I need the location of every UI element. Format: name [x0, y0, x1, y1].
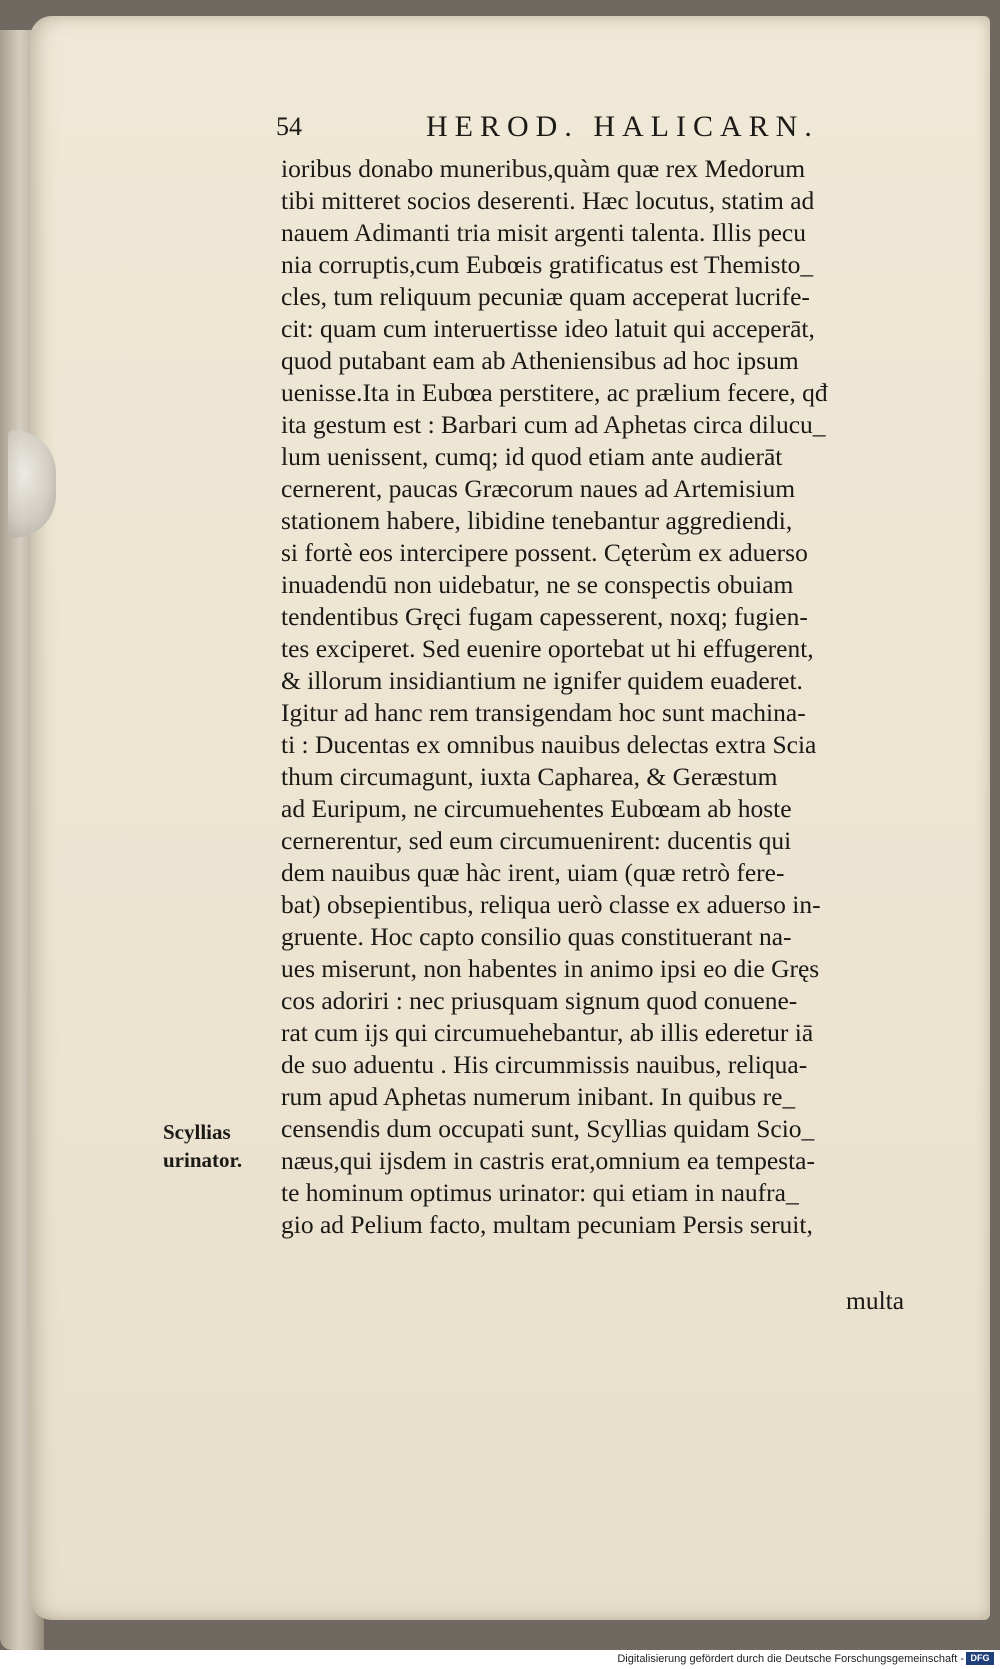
text-line: cles, tum reliquum pecuniæ quam acceperat lucrife- — [281, 282, 810, 311]
text-line: næus,qui ijsdem in castris erat,omnium ea tempesta- — [281, 1146, 815, 1175]
catchword: multa — [846, 1286, 905, 1315]
marginal-note-line: urinator. — [163, 1148, 243, 1172]
text-line: te hominum optimus urinator: qui etiam in naufra_ — [281, 1178, 799, 1207]
marginal-note-line: Scyllias — [163, 1120, 231, 1144]
text-line: tibi mitteret socios deserenti. Hæc locutus, statim ad — [281, 186, 815, 215]
text-line: ad Euripum, ne circumuehentes Eubœam ab hoste — [281, 794, 792, 823]
text-line: dem nauibus quæ hàc irent, uiam (quæ retrò fere- — [281, 858, 785, 887]
text-line: de suo aduentu . His circummissis nauibus, reliqua- — [281, 1050, 808, 1079]
text-line: ita gestum est : Barbari cum ad Aphetas circa dilucu_ — [281, 410, 826, 439]
text-line: gruente. Hoc capto consilio quas constituerant na- — [281, 922, 792, 951]
text-line: cernerent, paucas Græcorum naues ad Artemisium — [281, 474, 796, 503]
text-line: rum apud Aphetas numerum inibant. In quibus re_ — [281, 1082, 796, 1111]
text-line: ti : Ducentas ex omnibus nauibus delectas extra Scia — [281, 730, 817, 759]
text-line: & illorum insidiantium ne ignifer quidem euaderet. — [281, 666, 803, 695]
text-line: lum uenissent, cumq; id quod etiam ante audierāt — [281, 442, 783, 471]
text-line: quod putabant eam ab Atheniensibus ad hoc ipsum — [281, 346, 799, 375]
footer-credit: Digitalisierung gefördert durch die Deutsche Forschungsgemeinschaft - — [617, 1653, 964, 1665]
dfg-logo: DFG — [966, 1652, 994, 1665]
text-line: cit: quam cum interuertisse ideo latuit qui acceperāt, — [281, 314, 815, 343]
text-line: ioribus donabo muneribus,quàm quæ rex Medorum — [281, 154, 806, 183]
text-line: bat) obsepientibus, reliqua uerò classe ex aduerso in- — [281, 890, 821, 919]
text-line: uenisse.Ita in Eubœa perstitere, ac prælium fecere, qđ — [281, 378, 828, 407]
text-line: thum circumagunt, iuxta Capharea, & Geræstum — [281, 762, 778, 791]
text-line: nia corruptis,cum Eubœis gratificatus est Themisto_ — [281, 250, 814, 279]
text-line: nauem Adimanti tria misit argenti talenta. Illis pecu — [281, 218, 806, 247]
page-number: 54 — [276, 112, 302, 141]
text-line: rat cum ijs qui circumuehebantur, ab illis ederetur iā — [281, 1018, 814, 1047]
text-line: si fortè eos intercipere possent. Cęterùm ex aduerso — [281, 538, 808, 567]
text-line: cernerentur, sed eum circumuenirent: ducentis qui — [281, 826, 792, 855]
text-line: censendis dum occupati sunt, Scyllias quidam Scio_ — [281, 1114, 815, 1143]
marginal-note — [163, 1118, 242, 1174]
text-line: gio ad Pelium facto, multam pecuniam Persis seruit, — [281, 1210, 813, 1239]
text-line: ues miserunt, non habentes in animo ipsi eo die Gręs — [281, 954, 820, 983]
text-line: stationem habere, libidine tenebantur aggrediendi, — [281, 506, 793, 535]
running-title: HEROD. HALICARN. — [426, 110, 819, 143]
text-line: cos adoriri : nec priusquam signum quod conuene- — [281, 986, 798, 1015]
page-header — [276, 110, 896, 150]
text-line: Igitur ad hanc rem transigendam hoc sunt machina- — [281, 698, 806, 727]
text-line: tendentibus Gręci fugam capesserent, noxq; fugien- — [281, 602, 808, 631]
text-line: inuadendū non uidebatur, ne se conspectis obuiam — [281, 570, 794, 599]
body-text — [281, 153, 923, 1241]
text-line: tes exciperet. Sed euenire oportebat ut hi effugerent, — [281, 634, 814, 663]
